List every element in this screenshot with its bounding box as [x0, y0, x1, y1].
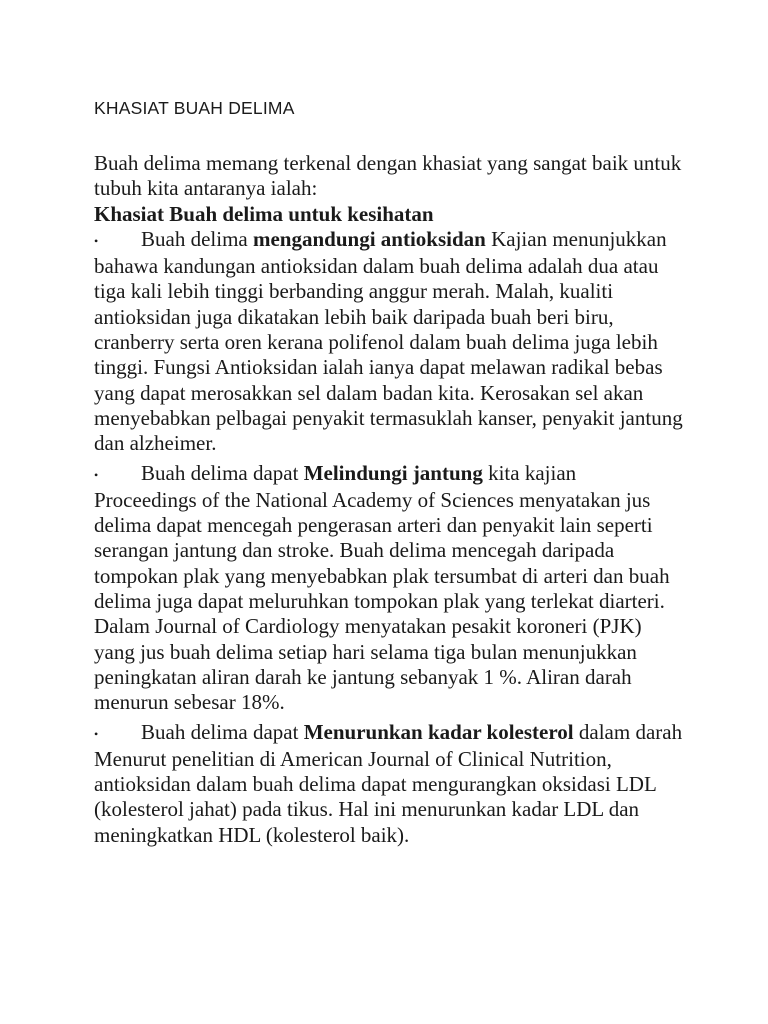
list-item-text: Kajian menunjukkan bahawa kandungan antioksidan dalam buah delima adalah dua atau tiga kali lebih tinggi berbanding anggur merah. Malah, kualiti antioksidan juga dikatakan lebih baik daripada buah beri biru, cranberry serta oren kerana polifenol dalam buah delima juga lebih tinggi. Fungsi Antioksidan ialah ianya dapat melawan radikal bebas yang dapat merosakkan sel dalam badan kita. Kerosakan sel akan menyebabkan pelbagai penyakit termasuklah kanser, penyakit jantung dan alzheimer.	[94, 226, 683, 456]
list-item-bold: Menurunkan kadar kolesterol	[303, 719, 574, 744]
document-title: KHASIAT BUAH DELIMA	[94, 98, 295, 118]
bullet-icon: •	[94, 233, 99, 248]
list-item-bold: Melindungi jantung	[303, 460, 483, 485]
list-item-lead: Buah delima dapat	[141, 460, 304, 485]
list-item	[94, 227, 684, 457]
list-item-lead: Buah delima	[141, 226, 253, 251]
list-item-bold: mengandungi antioksidan	[252, 226, 486, 251]
document-page	[94, 98, 684, 852]
section-subheading: Khasiat Buah delima untuk kesihatan	[94, 201, 434, 226]
benefits-list	[94, 227, 684, 848]
list-item	[94, 720, 684, 848]
bullet-icon: •	[94, 726, 99, 741]
bullet-icon: •	[94, 467, 99, 482]
list-item-lead: Buah delima dapat	[141, 719, 304, 744]
list-item-text: kita kajian Proceedings of the National Academy of Sciences menyatakan jus delima dapat mencegah pengerasan arteri dan penyakit lain seperti serangan jantung dan stroke. Buah delima mencegah daripada tompokan plak yang menyebabkan plak tersumbat di arteri dan buah delima juga dapat meluruhkan tompokan plak yang terlekat diarteri. Dalam Journal of Cardiology menyatakan pesakit koroneri (PJK) yang jus buah delima setiap hari selama tiga bulan menunjukkan peningkatan aliran darah ke jantung sebanyak 1 %. Aliran darah menurun sebesar 18%.	[94, 460, 670, 715]
intro-paragraph: Buah delima memang terkenal dengan khasiat yang sangat baik untuk tubuh kita antaranya ialah:	[94, 151, 682, 201]
list-item	[94, 461, 684, 716]
list-item-text: dalam darah Menurut penelitian di American Journal of Clinical Nutrition, antioksidan dalam buah delima dapat mengurangkan oksidasi LDL (kolesterol jahat) pada tikus. Hal ini menurunkan kadar LDL dan meningkatkan HDL (kolesterol baik).	[94, 719, 683, 847]
